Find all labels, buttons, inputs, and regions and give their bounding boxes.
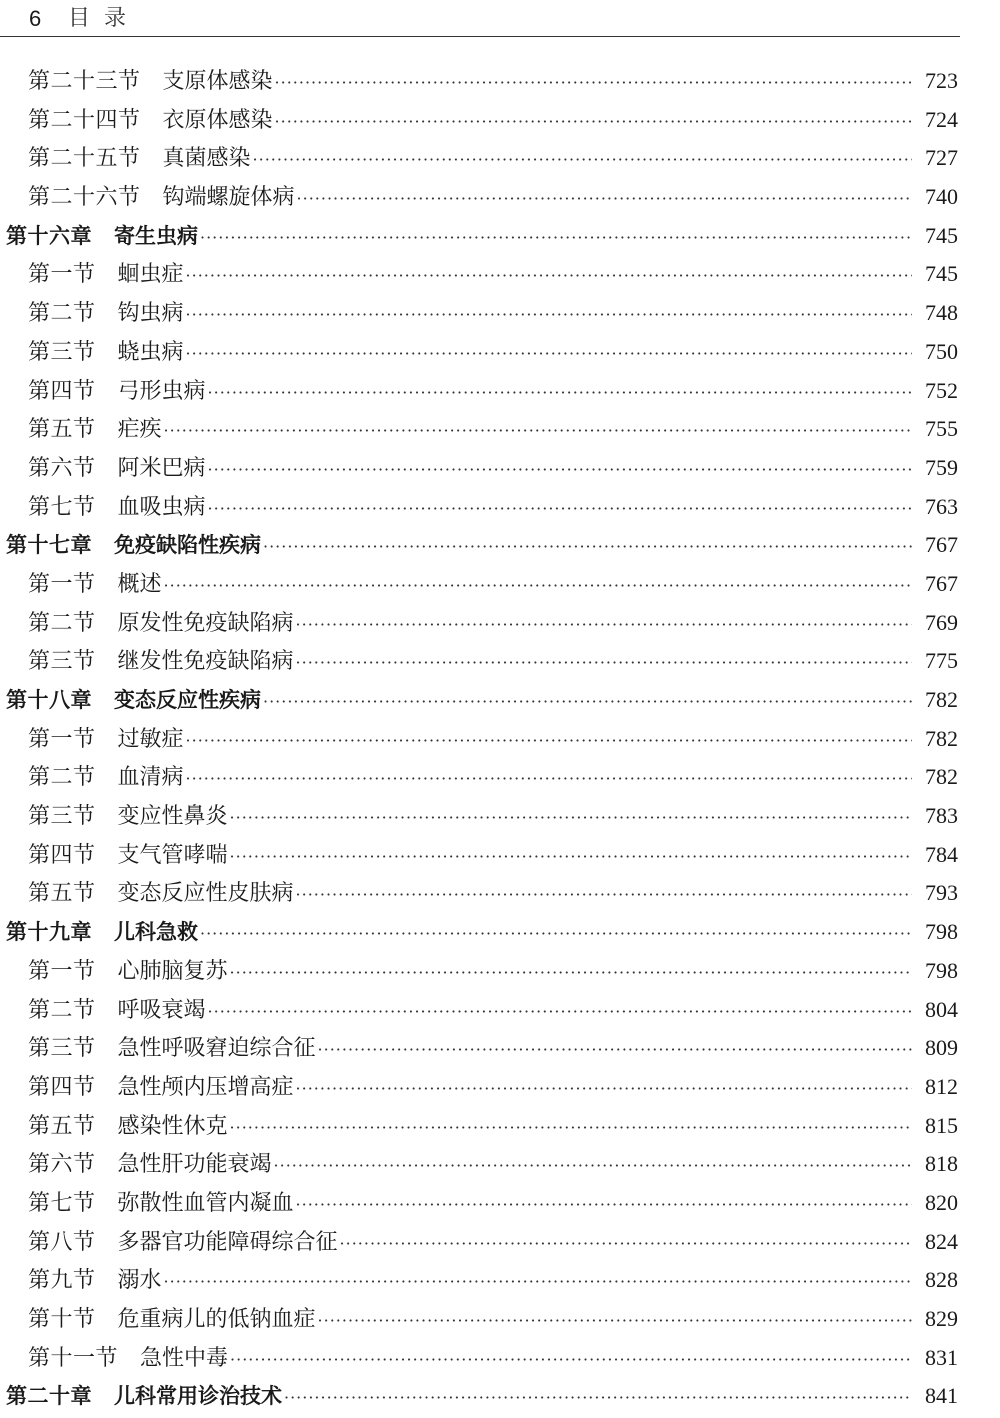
entry-title: 急性中毒 (140, 1345, 229, 1371)
entry-page-number: 831 (925, 1344, 958, 1370)
entry-page-number: 841 (925, 1383, 958, 1409)
toc-section-entry (0, 952, 958, 991)
toc-section-entry (0, 1184, 958, 1223)
entry-page-number: 740 (925, 184, 958, 210)
entry-label: 第二十五节 (28, 146, 141, 172)
dot-leader (230, 954, 912, 993)
entry-title: 钩虫病 (117, 301, 184, 327)
dot-leader (186, 296, 912, 335)
entry-page-number: 763 (925, 493, 958, 519)
toc-chapter-entry (0, 681, 958, 720)
toc-section-entry (0, 565, 958, 604)
dot-leader (186, 257, 912, 296)
entry-page-number: 782 (925, 687, 958, 712)
entry-label: 第二节 (28, 765, 96, 791)
dot-leader (230, 1109, 912, 1148)
toc-section-entry (0, 1068, 958, 1107)
dot-leader (186, 760, 912, 799)
entry-page-number: 829 (925, 1306, 958, 1331)
toc-chapter-entry (0, 526, 958, 565)
toc-section-entry (0, 604, 958, 643)
entry-page-number: 828 (925, 1267, 958, 1293)
dot-leader (200, 219, 912, 258)
dot-leader (208, 993, 912, 1032)
entry-label: 第二十六节 (28, 185, 141, 211)
dot-leader (275, 64, 912, 103)
entry-label: 第三节 (28, 1036, 96, 1062)
entry-title: 衣原体感染 (162, 107, 273, 133)
entry-label: 第二节 (28, 301, 96, 327)
toc-section-entry (0, 1300, 958, 1339)
dot-leader (186, 335, 912, 374)
entry-label: 第一节 (28, 726, 96, 752)
dot-leader (253, 141, 912, 180)
entry-page-number: 723 (925, 68, 958, 93)
toc-section-entry (0, 1339, 958, 1378)
entry-page-number: 752 (925, 377, 958, 403)
entry-label: 第三节 (28, 339, 96, 365)
entry-title: 过敏症 (117, 726, 184, 752)
entry-page-number: 798 (925, 919, 958, 945)
entry-title: 多器官功能障碍综合征 (117, 1229, 338, 1255)
entry-title: 儿科常用诊治技术 (114, 1384, 282, 1409)
dot-leader (230, 1341, 912, 1380)
entry-label: 第四节 (28, 1074, 96, 1100)
entry-title: 真菌感染 (162, 146, 251, 172)
entry-label: 第九节 (28, 1268, 96, 1294)
entry-label: 第二十章 (6, 1384, 92, 1409)
entry-title: 感染性休克 (117, 1113, 228, 1139)
dot-leader (208, 490, 912, 529)
entry-label: 第二节 (28, 610, 96, 636)
page-header (0, 0, 960, 37)
entry-title: 疟疾 (117, 417, 162, 443)
entry-page-number: 804 (925, 996, 958, 1022)
entry-label: 第五节 (28, 1113, 96, 1139)
running-title: 目录 (68, 6, 141, 31)
entry-page-number: 767 (925, 532, 958, 558)
dot-leader (297, 180, 912, 219)
toc-section-entry (0, 720, 958, 759)
entry-title: 继发性免疫缺陷病 (117, 649, 294, 675)
dot-leader (164, 567, 912, 606)
entry-title: 弓形虫病 (117, 378, 206, 404)
toc-section-entry (0, 333, 958, 372)
entry-title: 蛔虫症 (117, 262, 184, 288)
dot-leader (164, 412, 912, 451)
entry-label: 第五节 (28, 417, 96, 443)
toc-section-entry (0, 372, 958, 411)
entry-label: 第十节 (28, 1307, 96, 1332)
entry-label: 第五节 (28, 881, 96, 907)
toc-section-entry (0, 1145, 958, 1184)
toc-section-entry (0, 1107, 958, 1146)
entry-label: 第四节 (28, 378, 96, 404)
entry-title: 原发性免疫缺陷病 (117, 610, 294, 636)
entry-title: 血吸虫病 (117, 494, 206, 520)
entry-title: 蛲虫病 (117, 339, 184, 365)
entry-page-number: 748 (925, 300, 958, 326)
entry-page-number: 793 (925, 880, 958, 906)
entry-title: 儿科急救 (114, 920, 198, 945)
toc-section-entry (0, 1223, 958, 1262)
entry-title: 寄生虫病 (114, 223, 198, 248)
entry-page-number: 809 (925, 1035, 958, 1061)
entry-label: 第一节 (28, 958, 96, 984)
entry-label: 第六节 (28, 455, 96, 481)
entry-page-number: 767 (925, 570, 958, 596)
entry-page-number: 750 (925, 338, 958, 364)
entry-page-number: 820 (925, 1189, 958, 1215)
entry-page-number: 769 (925, 609, 958, 635)
entry-page-number: 782 (925, 725, 958, 751)
entry-label: 第三节 (28, 649, 96, 675)
toc-section-entry (0, 410, 958, 449)
entry-title: 急性呼吸窘迫综合征 (117, 1036, 316, 1062)
dot-leader (230, 838, 912, 877)
entry-page-number: 782 (925, 764, 958, 790)
dot-leader (208, 374, 912, 413)
entry-label: 第十一节 (28, 1345, 119, 1371)
entry-page-number: 812 (925, 1073, 958, 1099)
toc-section-entry (0, 797, 958, 836)
entry-page-number: 755 (925, 416, 958, 442)
dot-leader (318, 1302, 912, 1341)
entry-title: 免疫缺陷性疾病 (114, 533, 261, 558)
entry-page-number: 775 (925, 648, 958, 674)
entry-label: 第一节 (28, 571, 96, 597)
dot-leader (296, 876, 912, 915)
toc-section-entry (0, 178, 958, 217)
entry-title: 血清病 (117, 765, 184, 791)
entry-label: 第六节 (28, 1152, 96, 1178)
entry-title: 变态反应性疾病 (114, 688, 261, 712)
entry-label: 第十八章 (6, 688, 92, 712)
entry-title: 呼吸衰竭 (117, 997, 206, 1023)
page-number: 6 (29, 6, 42, 31)
entry-label: 第十九章 (6, 920, 92, 945)
entry-title: 支气管哮喘 (117, 842, 228, 868)
entry-page-number: 727 (925, 145, 958, 171)
entry-page-number: 745 (925, 261, 958, 287)
dot-leader (274, 1147, 912, 1186)
entry-title: 心肺脑复苏 (117, 958, 228, 984)
toc-section-entry (0, 101, 958, 140)
dot-leader (296, 1186, 912, 1225)
toc-chapter-entry (0, 1377, 958, 1416)
toc-section-entry (0, 139, 958, 178)
entry-label: 第七节 (28, 1190, 96, 1216)
entry-page-number: 798 (925, 957, 958, 983)
entry-label: 第七节 (28, 494, 96, 520)
toc-chapter-entry (0, 217, 958, 256)
entry-label: 第二十三节 (28, 69, 141, 94)
dot-leader (186, 722, 912, 761)
dot-leader (263, 528, 912, 567)
entry-page-number: 724 (925, 106, 958, 132)
toc-section-entry (0, 449, 958, 488)
entry-title: 概述 (117, 571, 162, 597)
entry-label: 第三节 (28, 804, 96, 830)
dot-leader (296, 644, 912, 683)
entry-label: 第二十四节 (28, 107, 141, 133)
toc-section-entry (0, 1029, 958, 1068)
entry-page-number: 745 (925, 222, 958, 248)
toc-section-entry (0, 488, 958, 527)
toc-section-entry (0, 255, 958, 294)
entry-title: 钩端螺旋体病 (162, 185, 295, 211)
table-of-contents (0, 62, 958, 1416)
toc-section-entry (0, 991, 958, 1030)
entry-label: 第一节 (28, 262, 96, 288)
entry-title: 弥散性血管内凝血 (117, 1190, 294, 1216)
dot-leader (263, 683, 912, 722)
dot-leader (200, 915, 912, 954)
toc-section-entry (0, 836, 958, 875)
toc-chapter-entry (0, 913, 958, 952)
dot-leader (318, 1031, 912, 1070)
dot-leader (164, 1263, 912, 1302)
entry-title: 急性肝功能衰竭 (117, 1152, 272, 1178)
toc-section-entry (0, 758, 958, 797)
entry-title: 溺水 (117, 1268, 162, 1294)
entry-title: 阿米巴病 (117, 455, 206, 481)
entry-page-number: 783 (925, 803, 958, 829)
toc-section-entry (0, 642, 958, 681)
toc-section-entry (0, 1261, 958, 1300)
entry-page-number: 824 (925, 1228, 958, 1254)
entry-title: 支原体感染 (162, 69, 273, 94)
dot-leader (275, 103, 912, 142)
entry-label: 第十七章 (6, 533, 92, 558)
entry-label: 第八节 (28, 1229, 96, 1255)
entry-page-number: 784 (925, 841, 958, 867)
entry-label: 第四节 (28, 842, 96, 868)
toc-section-entry (0, 294, 958, 333)
dot-leader (296, 606, 912, 645)
entry-label: 第十六章 (6, 223, 92, 248)
entry-title: 急性颅内压增高症 (117, 1074, 294, 1100)
entry-title: 变应性鼻炎 (117, 804, 228, 830)
dot-leader (230, 799, 912, 838)
entry-page-number: 815 (925, 1112, 958, 1138)
toc-section-entry (0, 62, 958, 101)
toc-section-entry (0, 874, 958, 913)
entry-page-number: 759 (925, 454, 958, 480)
dot-leader (340, 1225, 912, 1264)
entry-title: 危重病儿的低钠血症 (117, 1307, 316, 1332)
entry-page-number: 818 (925, 1151, 958, 1177)
entry-label: 第二节 (28, 997, 96, 1023)
entry-title: 变态反应性皮肤病 (117, 881, 294, 907)
dot-leader (208, 451, 912, 490)
dot-leader (296, 1070, 912, 1109)
dot-leader (284, 1379, 912, 1418)
